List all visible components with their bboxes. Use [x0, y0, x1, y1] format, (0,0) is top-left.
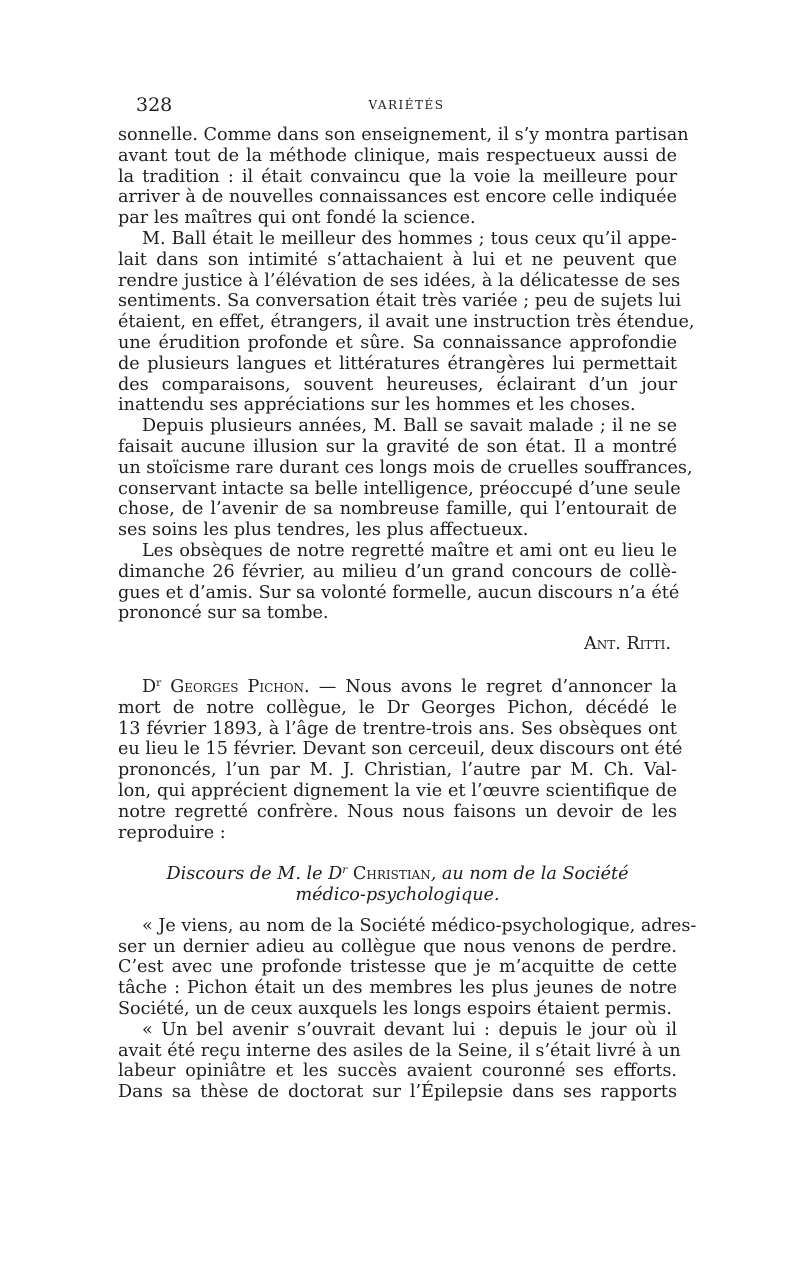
discours-paragraph-1 [118, 915, 697, 1020]
ball-paragraph-1 [118, 125, 689, 229]
notice-name-prefix: D [142, 676, 157, 697]
text-line: Les obsèques de notre regretté maître et ami ont eu lieu le [142, 540, 677, 561]
signature: Ant. Ritti. [584, 634, 671, 655]
discours-heading [118, 864, 677, 906]
text-line: notre regretté confrère. Nous nous faisons un devoir de les [118, 801, 677, 822]
text-line: par les maîtres qui ont fondé la science. [118, 208, 476, 229]
text-line: un stoïcisme rare durant ces longs mois de cruelles souffrances, [118, 457, 693, 478]
text-line: avant tout de la méthode clinique, mais respectueux aussi de [118, 145, 677, 166]
text-line: 13 février 1893, à l’âge de trentre-trois ans. Ses obsèques ont [118, 718, 677, 739]
text-line: inattendu ses appréciations sur les hommes et les choses. [118, 395, 636, 416]
text-line: gues et d’amis. Sur sa volonté formelle, aucun discours n’a été [118, 582, 680, 603]
page-number: 328 [136, 94, 173, 116]
text-line: la tradition : il était convaincu que la voie la meilleure pour [118, 166, 677, 187]
ball-paragraph-4 [118, 540, 680, 624]
heading-part: , au nom de la Société [430, 864, 629, 885]
text-line: « Je viens, au nom de la Société médico-psychologique, adres- [142, 915, 697, 936]
text-line: rendre justice à l’élévation de ses idées, à la délicatesse de ses [118, 270, 681, 291]
text-line: tâche : Pichon était un des membres les plus jeunes de notre [118, 978, 677, 999]
text-line: reproduire : [118, 822, 226, 843]
notice-name: Georges Pichon. [170, 676, 310, 697]
page-body [118, 125, 697, 1103]
text-line: prononcé sur sa tombe. [118, 603, 329, 624]
text-line: des comparaisons, souvent heureuses, éclairant d’un jour [118, 374, 677, 395]
text-line: sentiments. Sa conversation était très variée ; peu de sujets lui [118, 291, 682, 312]
text-line: sonnelle. Comme dans son enseignement, il s’y montra partisan [118, 125, 689, 145]
text-line: « Un bel avenir s’ouvrait devant lui : depuis le jour où il [142, 1019, 677, 1040]
heading-line [118, 864, 677, 885]
text-line: arriver à de nouvelles connaissances est encore celle indiquée [118, 187, 677, 208]
text-line: C’est avec une profonde tristesse que je m’acquitte de cette [118, 957, 677, 978]
text-line: prononcés, l’un par M. J. Christian, l’autre par M. Ch. Val- [118, 760, 677, 781]
text-line: ses soins les plus tendres, les plus affectueux. [118, 520, 529, 541]
text-line: conservant intacte sa belle intelligence, préoccupé d’une seule [118, 478, 681, 499]
text-line: étaient, en effet, étrangers, il avait une instruction très étendue, [118, 312, 695, 333]
text-line: M. Ball était le meilleur des hommes ; tous ceux qu’il appe- [142, 228, 677, 249]
heading-name: Christian [352, 864, 431, 885]
text-line: Depuis plusieurs années, M. Ball se savait malade ; il ne se [142, 416, 677, 437]
notice-line1-rest: — Nous avons le regret d’annoncer la [309, 676, 677, 697]
heading-part: Discours de M. le D [166, 864, 343, 885]
text-line: Dans sa thèse de doctorat sur l’Épilepsie dans ses rapports [118, 1082, 677, 1103]
text-line: eu lieu le 15 février. Devant son cerceuil, deux discours ont été [118, 739, 683, 760]
notice-name-sup: r [156, 677, 162, 690]
ball-paragraph-3 [118, 416, 693, 541]
text-line: faisait aucune illusion sur la gravité de son état. Il a montré [118, 436, 677, 457]
text-line: mort de notre collègue, le Dr Georges Pichon, décédé le [118, 697, 677, 718]
text-line: dimanche 26 février, au milieu d’un grand concours de collè- [118, 561, 677, 582]
running-title: VARIÉTÉS [368, 98, 445, 112]
pichon-notice [118, 676, 683, 843]
text-line: Société, un de ceux auxquels les longs espoirs étaient permis. [118, 999, 672, 1020]
text-line: lon, qui apprécient dignement la vie et l’œuvre scientifique de [118, 780, 677, 801]
text-line: une érudition profonde et sûre. Sa connaissance approfondie [118, 332, 677, 353]
text-line: lait dans son intimité s’attachaient à lui et ne peuvent que [118, 249, 677, 270]
heading-line: médico-psychologique. [295, 885, 500, 906]
page-header [136, 94, 677, 118]
text-line: chose, de l’avenir de sa nombreuse famille, qui l’entourait de [118, 499, 677, 520]
text-line [118, 677, 677, 698]
text-line: ser un dernier adieu au collègue que nous venons de perdre. [118, 936, 677, 957]
heading-sup: r [342, 864, 348, 877]
text-line: labeur opiniâtre et les succès avaient couronné ses efforts. [118, 1061, 677, 1082]
text-line: de plusieurs langues et littératures étrangères lui permettait [118, 353, 677, 374]
discours-paragraph-2 [118, 1019, 681, 1103]
text-line: avait été reçu interne des asiles de la Seine, il s’était livré à un [118, 1040, 681, 1061]
ball-paragraph-2 [118, 228, 695, 416]
